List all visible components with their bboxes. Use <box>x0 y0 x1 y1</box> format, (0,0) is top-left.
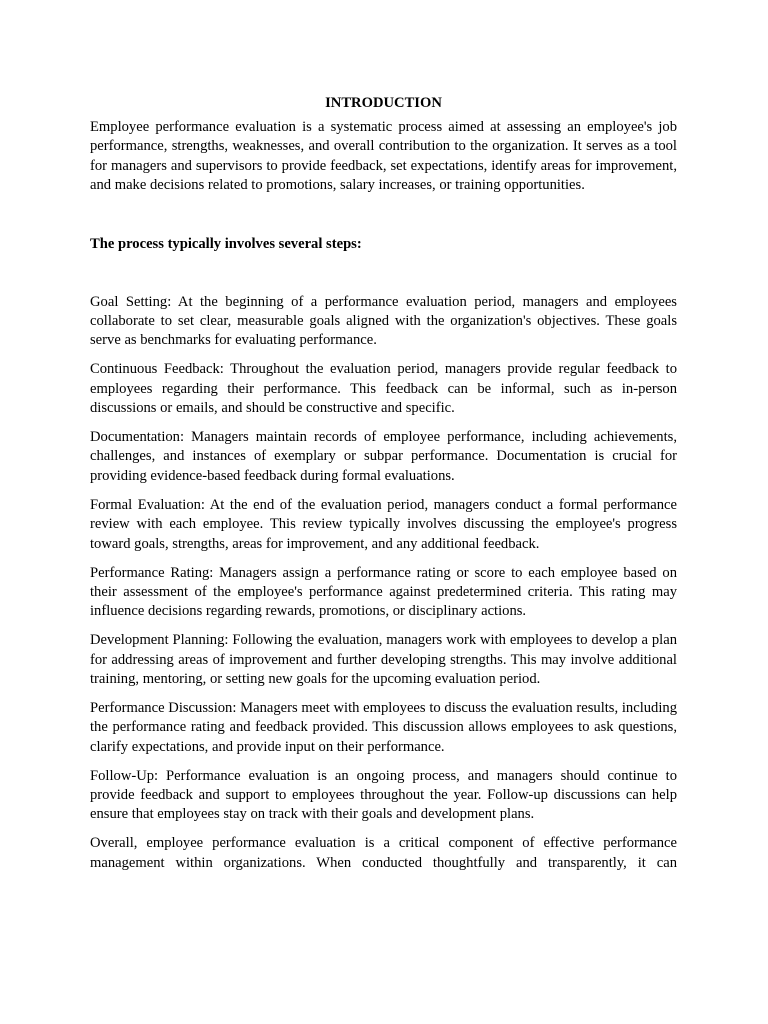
document-title: INTRODUCTION <box>325 95 442 111</box>
step-development-planning: Development Planning: Following the evaluation, managers work with employees to develop a plan for addressing areas of improvement and further developing strengths. This may involve additional training, mentoring, or setting new goals for the upcoming evaluation period. <box>90 632 677 688</box>
intro-paragraph: Employee performance evaluation is a systematic process aimed at assessing an employee's job performance, strengths, weaknesses, and overall contribution to the organization. It serves as a tool for managers and supervisors to provide feedback, set expectations, identify areas for improvement, and make decisions related to promotions, salary increases, or training opportunities. <box>90 119 677 194</box>
closing-paragraph: Overall, employee performance evaluation is a critical component of effective performance management within organizations. When conducted thoughtfully and transparently, it can <box>90 835 677 871</box>
steps-list <box>90 293 677 825</box>
step-continuous-feedback: Continuous Feedback: Throughout the evaluation period, managers provide regular feedback to employees regarding their performance. This feedback can be informal, such as in-person discussions or emails, and should be constructive and specific. <box>90 361 677 417</box>
step-formal-evaluation: Formal Evaluation: At the end of the evaluation period, managers conduct a formal performance review with each employee. This review typically involves discussing the employee's progress toward goals, strengths, areas for improvement, and any additional feedback. <box>90 496 677 552</box>
step-performance-rating: Performance Rating: Managers assign a performance rating or score to each employee based on their assessment of the employee's performance against predetermined criteria. This rating may influence decisions regarding rewards, promotions, or disciplinary actions. <box>90 564 677 620</box>
step-documentation: Documentation: Managers maintain records of employee performance, including achievements, challenges, and instances of exemplary or subpar performance. Documentation is crucial for providing evidence-based feedback during formal evaluations. <box>90 429 677 484</box>
steps-heading: The process typically involves several steps: <box>90 235 362 252</box>
step-goal-setting: Goal Setting: At the beginning of a performance evaluation period, managers and employees collaborate to set clear, measurable goals aligned with the organization's objectives. These goals serve as benchmarks for evaluating performance. <box>90 293 677 349</box>
step-performance-discussion: Performance Discussion: Managers meet with employees to discuss the evaluation results, including the performance rating and feedback provided. This discussion allows employees to ask questions, clarify expectations, and provide input on their performance. <box>90 699 677 755</box>
step-follow-up: Follow-Up: Performance evaluation is an ongoing process, and managers should continue to provide feedback and support to employees throughout the year. Follow-up discussions can help ensure that employees stay on track with their goals and development plans. <box>90 767 677 823</box>
document-body <box>90 94 677 873</box>
